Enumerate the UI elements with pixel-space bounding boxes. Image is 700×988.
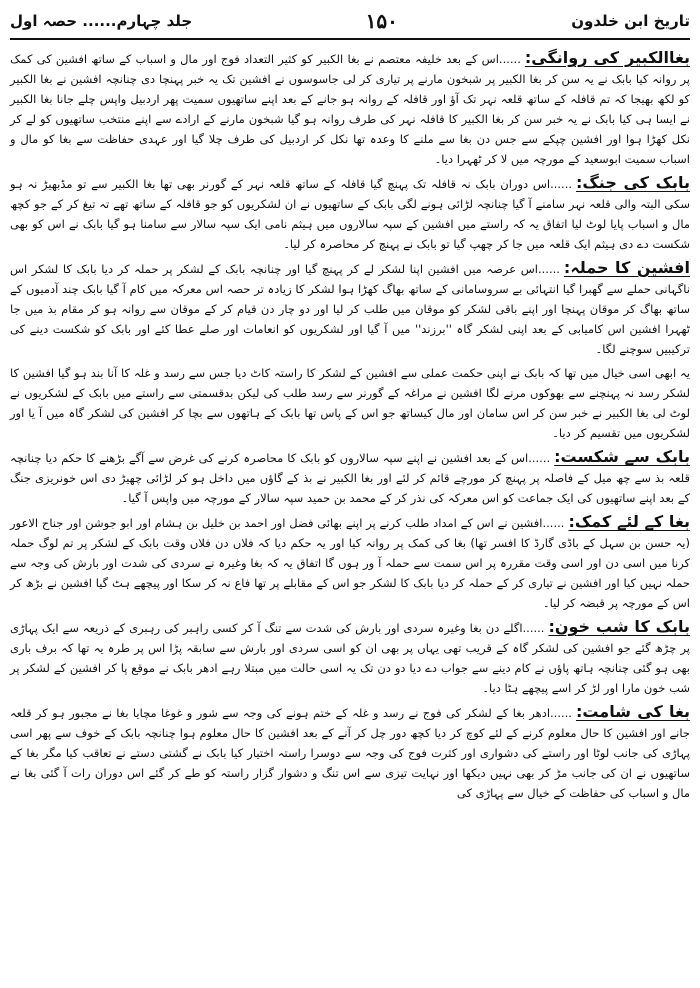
- section-paragraph: بغا کی شامت:......ادھر بغا کے لشکر کی فوج نے رسد و غلہ کے ختم ہونے کی وجہ سے شور و غوغا مچایا بغا نے مجبور ہو کر قلعہ جانے اور افشین کا حال معلوم کرنے کے لئے کوچ کر دیا کچھ دور چل کر آنے کے بعد افشین کا حال معلوم ہوا چنانچہ بابک کے خوف سے پھر اسی پہاڑی کی جانب لوٹا اور راستے کی دشواری اور کثرت فوج کی وجہ سے دوسرا راستہ اختیار کیا بابک نے گشتی دستے نے تعاقب کیا مگر بغا کے ساتھیوں نے ان کی جانب مڑ کر بھی نہیں دیکھا اور نہایت تیزی سے اس تنگ و دشوار گزار راستہ کو طے کر گئے اس دوران رات آ گئی بغا نے مال و اسباب کی حفاظت کے خیال سے پہاڑی کی: [10, 702, 690, 800]
- section-heading: بغا کے لئے کمک:: [568, 512, 690, 531]
- section-text: اگلے دن بغا وغیرہ سردی اور بارش کی شدت سے تنگ آ کر کسی راہبر کی رہبری کے ذریعہ سے ایک پہاڑی پر چڑھ گئے جو افشین کی لشکر گاہ کے قریب تھی یہاں پر بھی ان کو اسی سردی اور بارش سے سابقہ پڑا اس پر طرہ یہ تھا کہ برف باری بھی ہو گئی چنانچہ ہاتھ پاؤں نے کام دینے سے جواب دے دیا دو دن تک یہ اسی حالت میں مبتلا رہے ادھر بابک نے موقع پا کر افشین کے لشکر پر شب خون مارا اور لڑ کر اسے پیچھے ہٹا دیا۔: [10, 621, 690, 695]
- section-text: اس کے بعد افشین نے اپنے سپہ سالاروں کو بابک کا محاصرہ کرنے کی غرض سے آگے بڑھنے کا حکم دیا چنانچہ قلعہ بذ سے چھ میل کے فاصلہ پر پہنچ کر مورچے قائم کر لئے اور بغا الکبیر نے بذ کے گاؤں میں داخل ہو کر لڑائی چھیڑ دی اس خونریزی جنگ کے بعد اپنے ساتھیوں کی ایک جماعت کو اس معرکہ کی نذر کر کے محمد بن حمید سپہ سالار کے مورچہ میں واپس آ گیا۔: [10, 451, 690, 505]
- section-paragraph: بابک کا شب خون:......اگلے دن بغا وغیرہ سردی اور بارش کی شدت سے تنگ آ کر کسی راہبر کی رہبری کے ذریعہ سے ایک پہاڑی پر چڑھ گئے جو افشین کی لشکر گاہ کے قریب تھی یہاں پر بھی ان کو اسی سردی اور بارش سے سابقہ پڑا اس پر طرہ یہ تھا کہ برف باری بھی ہو گئی چنانچہ ہاتھ پاؤں نے کام دینے سے جواب دے دیا دو دن تک یہ اسی حالت میں مبتلا رہے ادھر بابک نے موقع پا کر افشین کے لشکر پر شب خون مارا اور لڑ کر اسے پیچھے ہٹا دیا۔: [10, 617, 690, 695]
- page-number: ۱۵۰: [365, 9, 398, 33]
- section-paragraph: بغا کے لئے کمک:......افشین نے اس کے امداد طلب کرنے پر اپنے بھائی فضل اور احمد بن خلیل بن ہشام اور ابو جوشن اور جناح الاعور (یہ حسن بن سہل کے باڈی گارڈ کا افسر تھا) بغا کی کمک پر روانہ کیا اور یہ حکم دیا کہ فلاں دن فلاں وقت بابک کے لشکر پر تم لوگ حملہ کرنا میں اسی دن اور اسی وقت مقررہ پر اس سمت سے حملہ آ ور ہوں گا اتفاق یہ کہ بغا وغیرہ نے سردی کی شدت اور بارش کی وجہ سے حملہ نہیں کیا اور افشین نے تیاری کر کے حملہ کر دیا بابک کا لشکر جو اس کے مقابلے پر تھا فاع نہ کر سکا اور پیچھے ہٹ گیا افشین نے بڑھ کر اس کے مورچہ پر قبضہ کر لیا۔: [10, 512, 690, 610]
- section-text: یہ ابھی اسی خیال میں تھا کہ بابک نے اپنی حکمت عملی سے افشین کے لشکر کا راستہ کاٹ دیا جس سے رسد و غلہ کا آنا بند ہو گیا افشین کا لشکر رسد نہ پہنچنے سے بھوکوں مرنے لگا افشین نے مراغہ کے گورنر سے رسد طلب کی لیکن بدقسمتی سے راستے میں بابک کے لشکریوں نے لوٹ لی بغا الکبیر نے خبر سن کر اس سامان اور مال کیساتھ جو اس کے پاس تھا بابک کے ہاتھوں سے بچا کر افشین کی لشکر گاہ میں آ یا اور لشکریوں میں تقسیم کر دیا۔: [10, 366, 690, 440]
- section-heading: بغاالکبیر کی روانگی:: [524, 48, 691, 67]
- section-heading: بابک سے شکست:: [554, 447, 691, 466]
- section-text: اس دوران بابک نہ قافلہ تک پہنچ گیا قافلہ کے ساتھ قلعہ نہر کے گورنر بھی تھا بغا الکبیر سے تو مڈبھیڑ نہ ہو سکی البتہ والی قلعہ نہر سامنے آ گیا چنانچہ لڑائی ہونے لگی بابک کے ساتھیوں نے ان لشکریوں کو جو قافلہ کے ساتھ تھے تہ تیغ کر کے جو کچھ مال و اسباب پایا لوٹ لیا اتفاق یہ کہ راستے میں افشین کے سپہ سالاروں میں ہیثم نامی ایک سپہ سالار سے سامنا ہو گیا بابک نے اس کو بھی شکست دے دی ہیثم ایک قلعہ میں جا کر چھپ گیا تو بابک نے پہنچ کر محاصرہ کر لیا۔: [10, 177, 690, 251]
- section-paragraph: بغاالکبیر کی روانگی:......اس کے بعد خلیفہ معتصم نے بغا الکبیر کو کثیر التعداد فوج اور مال و اسباب کے ساتھ افشین کی کمک پر روانہ کیا بابک نے یہ سن کر بغا الکبیر پر شبخون مارنے پر تیاری کر لی جاسوسوں نے افشین تک یہ خبر پہنچا دی چنانچہ افشین نے بغا الکبیر کو لکھ بھیجا کہ تم قافلہ کے ساتھ قلعہ نہر تک آؤ اور قافلہ کے روانہ ہو جانے کے بعد اپنے ساتھیوں سمیت پھر اردبیل واپس چلے جانا بغا الکبیر نے ایسا ہی کیا بابک نے یہ خبر سن کر بغا الکبیر کا قافلہ نہر کی طرف روانہ ہو گیا شبخون مارنے کے ارادے سے اپنے منتخب ساتھیوں کو لے کر نکل کھڑا ہوا اور افشین چپکے سے جس دن بغا سے ملنے کا وعدہ تھا نکل کر اردبیل کی طرف چلا گیا اور عہدی حفاظت سے بغا کو مال و اسباب سمیت ابوسعید کے مورچہ میں لا کر ٹھہرا دیا۔: [10, 48, 691, 166]
- section-text: اس کے بعد خلیفہ معتصم نے بغا الکبیر کو کثیر التعداد فوج اور مال و اسباب کے ساتھ افشین کی کمک پر روانہ کیا بابک نے یہ سن کر بغا الکبیر پر شبخون مارنے پر تیاری کر لی جاسوسوں نے افشین تک یہ خبر پہنچا دی چنانچہ افشین نے بغا الکبیر کو لکھ بھیجا کہ تم قافلہ کے ساتھ قلعہ نہر تک آؤ اور قافلہ کے روانہ ہو جانے کے بعد اپنے ساتھیوں سمیت پھر اردبیل واپس چلے جانا بغا الکبیر نے ایسا ہی کیا بابک نے یہ خبر سن کر بغا الکبیر کا قافلہ نہر کی طرف روانہ ہو گیا شبخون مارنے کے ارادے سے اپنے منتخب ساتھیوں کو لے کر نکل کھڑا ہوا اور افشین چپکے سے جس دن بغا سے ملنے کا وعدہ تھا نکل کر اردبیل کی طرف چلا گیا اور عہدی حفاظت سے بغا کو مال و اسباب سمیت ابوسعید کے مورچہ میں لا کر ٹھہرا دیا۔: [10, 52, 690, 166]
- section-paragraph: [10, 363, 690, 443]
- header-rule: [10, 38, 690, 40]
- section-heading: بابک کا شب خون:: [548, 617, 690, 636]
- section-heading: بابک کی جنگ:: [576, 173, 690, 192]
- section-text: افشین نے اس کے امداد طلب کرنے پر اپنے بھائی فضل اور احمد بن خلیل بن ہشام اور ابو جوشن اور جناح الاعور (یہ حسن بن سہل کے باڈی گارڈ کا افسر تھا) بغا کی کمک پر روانہ کیا اور یہ حکم دیا کہ فلاں دن فلاں وقت بابک کے لشکر پر تم لوگ حملہ کرنا میں اسی دن اور اسی وقت مقررہ پر اس سمت سے حملہ آ ور ہوں گا اتفاق یہ کہ بغا وغیرہ نے سردی کی شدت اور بارش کی وجہ سے حملہ نہیں کیا اور افشین نے تیاری کر کے حملہ کر دیا بابک کا لشکر جو اس کے مقابلے پر تھا فاع نہ کر سکا اور پیچھے ہٹ گیا افشین نے بڑھ کر اس کے مورچہ پر قبضہ کر لیا۔: [10, 516, 690, 610]
- section-heading: افشین کا حملہ:: [563, 258, 691, 277]
- section-heading: بغا کی شامت:: [575, 702, 690, 721]
- page-body: [10, 48, 690, 803]
- volume-label: جلد چہارم...... حصہ اول: [10, 12, 193, 30]
- section-paragraph: بابک سے شکست:......اس کے بعد افشین نے اپنے سپہ سالاروں کو بابک کا محاصرہ کرنے کی غرض سے آگے بڑھنے کا حکم دیا چنانچہ قلعہ بذ سے چھ میل کے فاصلہ پر پہنچ کر مورچے قائم کر لئے اور بغا الکبیر نے بذ کے گاؤں میں داخل ہو کر لڑائی چھیڑ دی اس خونریزی جنگ کے بعد اپنے ساتھیوں کی ایک جماعت کو اس معرکہ کی نذر کر کے محمد بن حمید سپہ سالار کے مورچہ میں واپس آ گیا۔: [10, 447, 691, 505]
- book-title: تاریخ ابن خلدون: [571, 12, 690, 30]
- page-header: [10, 6, 690, 36]
- section-text: ادھر بغا کے لشکر کی فوج نے رسد و غلہ کے ختم ہونے کی وجہ سے شور و غوغا مچایا بغا نے مجبور ہو کر قلعہ جانے اور افشین کا حال معلوم کرنے کے لئے کوچ کر دیا کچھ دور چل کر آنے کے بعد افشین کا حال معلوم ہوا چنانچہ بابک کے خوف سے پھر اسی پہاڑی کی جانب لوٹا اور راستے کی دشواری اور کثرت فوج کی وجہ سے دوسرا راستہ اختیار کیا بابک نے گشتی دستے نے تعاقب کیا مگر بغا کے ساتھیوں نے ان کی جانب مڑ کر بھی نہیں دیکھا اور نہایت تیزی سے اس تنگ و دشوار گزار راستہ کو طے کر گئے اس دوران رات آ گئی بغا نے مال و اسباب کی حفاظت کے خیال سے پہاڑی کی: [10, 706, 690, 800]
- section-paragraph: بابک کی جنگ:......اس دوران بابک نہ قافلہ تک پہنچ گیا قافلہ کے ساتھ قلعہ نہر کے گورنر بھی تھا بغا الکبیر سے تو مڈبھیڑ نہ ہو سکی البتہ والی قلعہ نہر سامنے آ گیا چنانچہ لڑائی ہونے لگی بابک کے ساتھیوں نے ان لشکریوں کو جو قافلہ کے ساتھ تھے تہ تیغ کر کے جو کچھ مال و اسباب پایا لوٹ لیا اتفاق یہ کہ راستے میں افشین کے سپہ سالاروں میں ہیثم نامی ایک سپہ سالار سے سامنا ہو گیا بابک نے اس کو بھی شکست دے دی ہیثم ایک قلعہ میں جا کر چھپ گیا تو بابک نے پہنچ کر محاصرہ کر لیا۔: [10, 173, 690, 251]
- section-paragraph: افشین کا حملہ:......اس عرصہ میں افشین اپنا لشکر لے کر پہنچ گیا اور چنانچہ بابک کے لشکر پر حملہ کر دیا بابک کا لشکر اس ناگہانی حملے سے گھبرا گیا انتہائی بے سروسامانی کے ساتھ بھاگ کھڑا ہوا لشکر کا زیادہ تر حصہ اس معرکہ میں کام آ گیا بابک چند آدمیوں کے ساتھ بھاگ کر موقان پہنچا اور اپنے باقی لشکر کو موقان میں طلب کر لیا اور دو چار دن قیام کر کے موقان سے روانہ ہو کر مقام بذ میں جا ٹھہرا افشین اس کامیابی کے بعد اپنی لشکر گاہ ''برزند'' میں آ گیا اور لشکریوں کو انعامات اور صلے عطا کئے اور بابک کو شکست دینے کی ترکیبیں سوچنے لگا۔: [10, 258, 691, 356]
- section-text: اس عرصہ میں افشین اپنا لشکر لے کر پہنچ گیا اور چنانچہ بابک کے لشکر پر حملہ کر دیا بابک کا لشکر اس ناگہانی حملے سے گھبرا گیا انتہائی بے سروسامانی کے ساتھ بھاگ کھڑا ہوا لشکر کا زیادہ تر حصہ اس معرکہ میں کام آ گیا بابک چند آدمیوں کے ساتھ بھاگ کر موقان پہنچا اور اپنے باقی لشکر کو موقان میں طلب کر لیا اور دو چار دن قیام کر کے موقان سے روانہ ہو کر مقام بذ میں جا ٹھہرا افشین اس کامیابی کے بعد اپنی لشکر گاہ ''برزند'' میں آ گیا اور لشکریوں کو انعامات اور صلے عطا کئے اور بابک کو شکست دینے کی ترکیبیں سوچنے لگا۔: [10, 262, 690, 356]
